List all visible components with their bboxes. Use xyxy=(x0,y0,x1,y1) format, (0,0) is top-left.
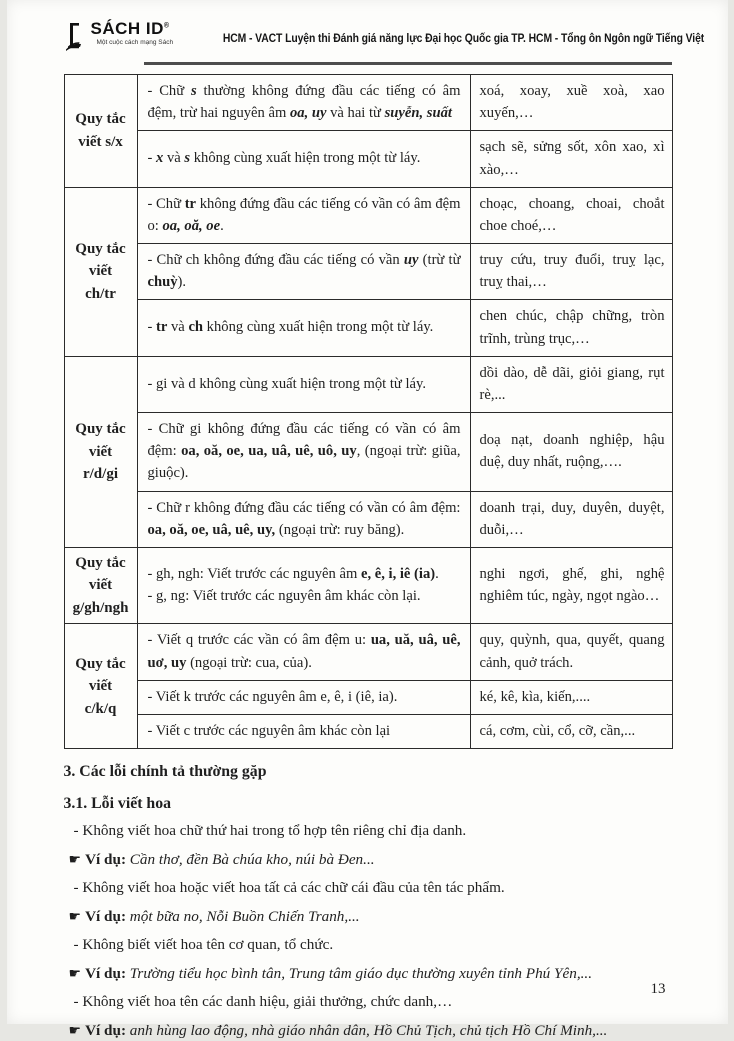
table-row xyxy=(64,356,672,412)
rule-cell: - Viết q trước các vần có âm đệm u: ua, uă, uâ, uê, uơ, uy (ngoại trừ: cua, của). xyxy=(137,624,470,680)
section-subheading: 3.1. Lỗi viết hoa xyxy=(63,795,172,813)
rule-cell: - Viết c trước các nguyên âm khác còn lại xyxy=(137,714,470,748)
spelling-rules-table xyxy=(64,74,673,749)
bullet-line: - Không viết hoa chữ thứ hai trong tổ hợp tên riêng chỉ địa danh. xyxy=(73,822,467,840)
section-heading: 3. Các lỗi chính tả thường gặp xyxy=(63,763,267,781)
example-cell: choạc, choang, choai, choắt choe choé,… xyxy=(470,187,672,243)
page-header-title: HCM - VACT Luyện thi Đánh giá năng lực Đại học Quốc gia TP. HCM - Tổng ôn Ngôn ngữ Tiếng Việt xyxy=(222,31,704,45)
table-row xyxy=(64,244,672,300)
example-cell: cá, cơm, cùi, cổ, cỡ, cần,... xyxy=(470,714,672,748)
group-label-gghngh: Quy tắc viết g/gh/ngh xyxy=(64,547,137,624)
example-cell: sạch sẽ, sửng sốt, xôn xao, xì xào,… xyxy=(470,131,672,187)
example-line xyxy=(64,850,672,871)
example-cell: chen chúc, chập chững, tròn trĩnh, trùng trục,… xyxy=(470,300,672,356)
example-label: Ví dụ: xyxy=(85,907,130,925)
example-cell: quy, quỳnh, qua, quyết, quang cảnh, quở trách. xyxy=(470,624,672,680)
example-cell: truy cứu, truy đuổi, truỵ lạc, truỵ thai,… xyxy=(470,244,672,300)
table-row xyxy=(64,413,672,492)
example-text: Cần thơ, đền Bà chúa kho, núi bà Đen... xyxy=(129,850,375,868)
registered-mark: ® xyxy=(163,22,170,30)
document-page xyxy=(7,0,728,1039)
rule-cell: - Chữ s thường không đứng đầu các tiếng có âm đệm, trừ hai nguyên âm oa, uy và hai từ suyễn, suất xyxy=(137,75,470,131)
example-label: Ví dụ: xyxy=(85,964,130,982)
table-row xyxy=(64,75,672,131)
pointing-hand-icon: ☛ xyxy=(68,851,82,868)
example-cell: ké, kê, kìa, kiến,.... xyxy=(470,680,672,714)
example-text: Trường tiểu học bình tân, Trung tâm giáo dục thường xuyên tỉnh Phú Yên,... xyxy=(129,964,593,982)
example-label: Ví dụ: xyxy=(85,850,130,868)
error-list xyxy=(64,821,672,1041)
group-label-ckq: Quy tắc viết c/k/q xyxy=(64,624,137,749)
rule-cell: - x và s không cùng xuất hiện trong một từ láy. xyxy=(137,131,470,187)
table-row xyxy=(64,547,672,624)
rule-cell: - gi và d không cùng xuất hiện trong một từ láy. xyxy=(137,356,470,412)
table-row xyxy=(64,131,672,187)
example-line xyxy=(64,907,672,928)
rule-cell: - Chữ ch không đứng đầu các tiếng có vần uy (trừ từ chuỳ). xyxy=(137,244,470,300)
pointing-hand-icon: ☛ xyxy=(68,908,82,925)
example-line xyxy=(64,964,672,985)
table-row xyxy=(64,187,672,243)
example-line xyxy=(64,1021,672,1041)
logo-tagline: Một cuộc cách mạng Sách xyxy=(96,39,174,46)
group-label-rdgi: Quy tắc viết r/d/gi xyxy=(64,356,137,547)
pointing-hand-icon: ☛ xyxy=(68,1022,82,1039)
page-header xyxy=(64,16,704,57)
example-label: Ví dụ: xyxy=(85,1021,130,1039)
rule-cell: - Chữ r không đứng đầu các tiếng có vần có âm đệm: oa, oă, oe, uâ, uê, uy, (ngoại trừ: ruy băng). xyxy=(137,491,470,547)
example-text: anh hùng lao động, nhà giáo nhân dân, Hồ Chủ Tịch, chủ tịch Hồ Chí Minh,... xyxy=(129,1021,608,1039)
header-divider xyxy=(144,62,672,65)
example-cell: dồi dào, dễ dãi, giỏi giang, rụt rè,... xyxy=(470,356,672,412)
book-icon xyxy=(64,22,88,57)
bullet-line: - Không viết hoa tên các danh hiệu, giải thưởng, chức danh,… xyxy=(73,993,453,1011)
rule-cell: - Chữ tr không đứng đầu các tiếng có vần có âm đệm o: oa, oă, oe. xyxy=(137,187,470,243)
group-label-sx: Quy tắc viết s/x xyxy=(64,75,137,188)
logo-name: SÁCH ID® xyxy=(90,19,170,38)
rule-cell: - tr và ch không cùng xuất hiện trong một từ láy. xyxy=(137,300,470,356)
rule-cell: - Viết k trước các nguyên âm e, ê, i (iê, ia). xyxy=(137,680,470,714)
table-row xyxy=(64,714,672,748)
sachid-logo xyxy=(64,16,190,57)
example-cell: doanh trại, duy, duyên, duyệt, duỗi,… xyxy=(470,491,672,547)
example-text: một bữa no, Nỗi Buồn Chiến Tranh,... xyxy=(129,907,360,925)
bullet-line: - Không viết hoa hoặc viết hoa tất cả các chữ cái đầu của tên tác phẩm. xyxy=(73,879,505,897)
rule-cell: - gh, ngh: Viết trước các nguyên âm e, ê, i, iê (ia). - g, ng: Viết trước các nguyên âm khác còn lại. xyxy=(137,547,470,624)
bullet-line: - Không biết viết hoa tên cơ quan, tổ chức. xyxy=(73,936,334,954)
table-row xyxy=(64,680,672,714)
example-cell: nghi ngơi, ghế, ghi, nghệ nghiêm túc, ngày, ngọt ngào… xyxy=(470,547,672,624)
pointing-hand-icon: ☛ xyxy=(68,965,82,982)
group-label-chtr: Quy tắc viết ch/tr xyxy=(64,187,137,356)
page-number: 13 xyxy=(650,981,666,997)
table-row xyxy=(64,624,672,680)
example-cell: xoá, xoay, xuề xoà, xao xuyến,… xyxy=(470,75,672,131)
example-cell: doạ nạt, doanh nghiệp, hậu duệ, duy nhất, ruộng,…. xyxy=(470,413,672,492)
table-row xyxy=(64,300,672,356)
table-row xyxy=(64,491,672,547)
rule-cell: - Chữ gi không đứng đầu các tiếng có vần có âm đệm: oa, oă, oe, ua, uâ, uê, uô, uy, (ngoại trừ: giũa, giuộc). xyxy=(137,413,470,492)
